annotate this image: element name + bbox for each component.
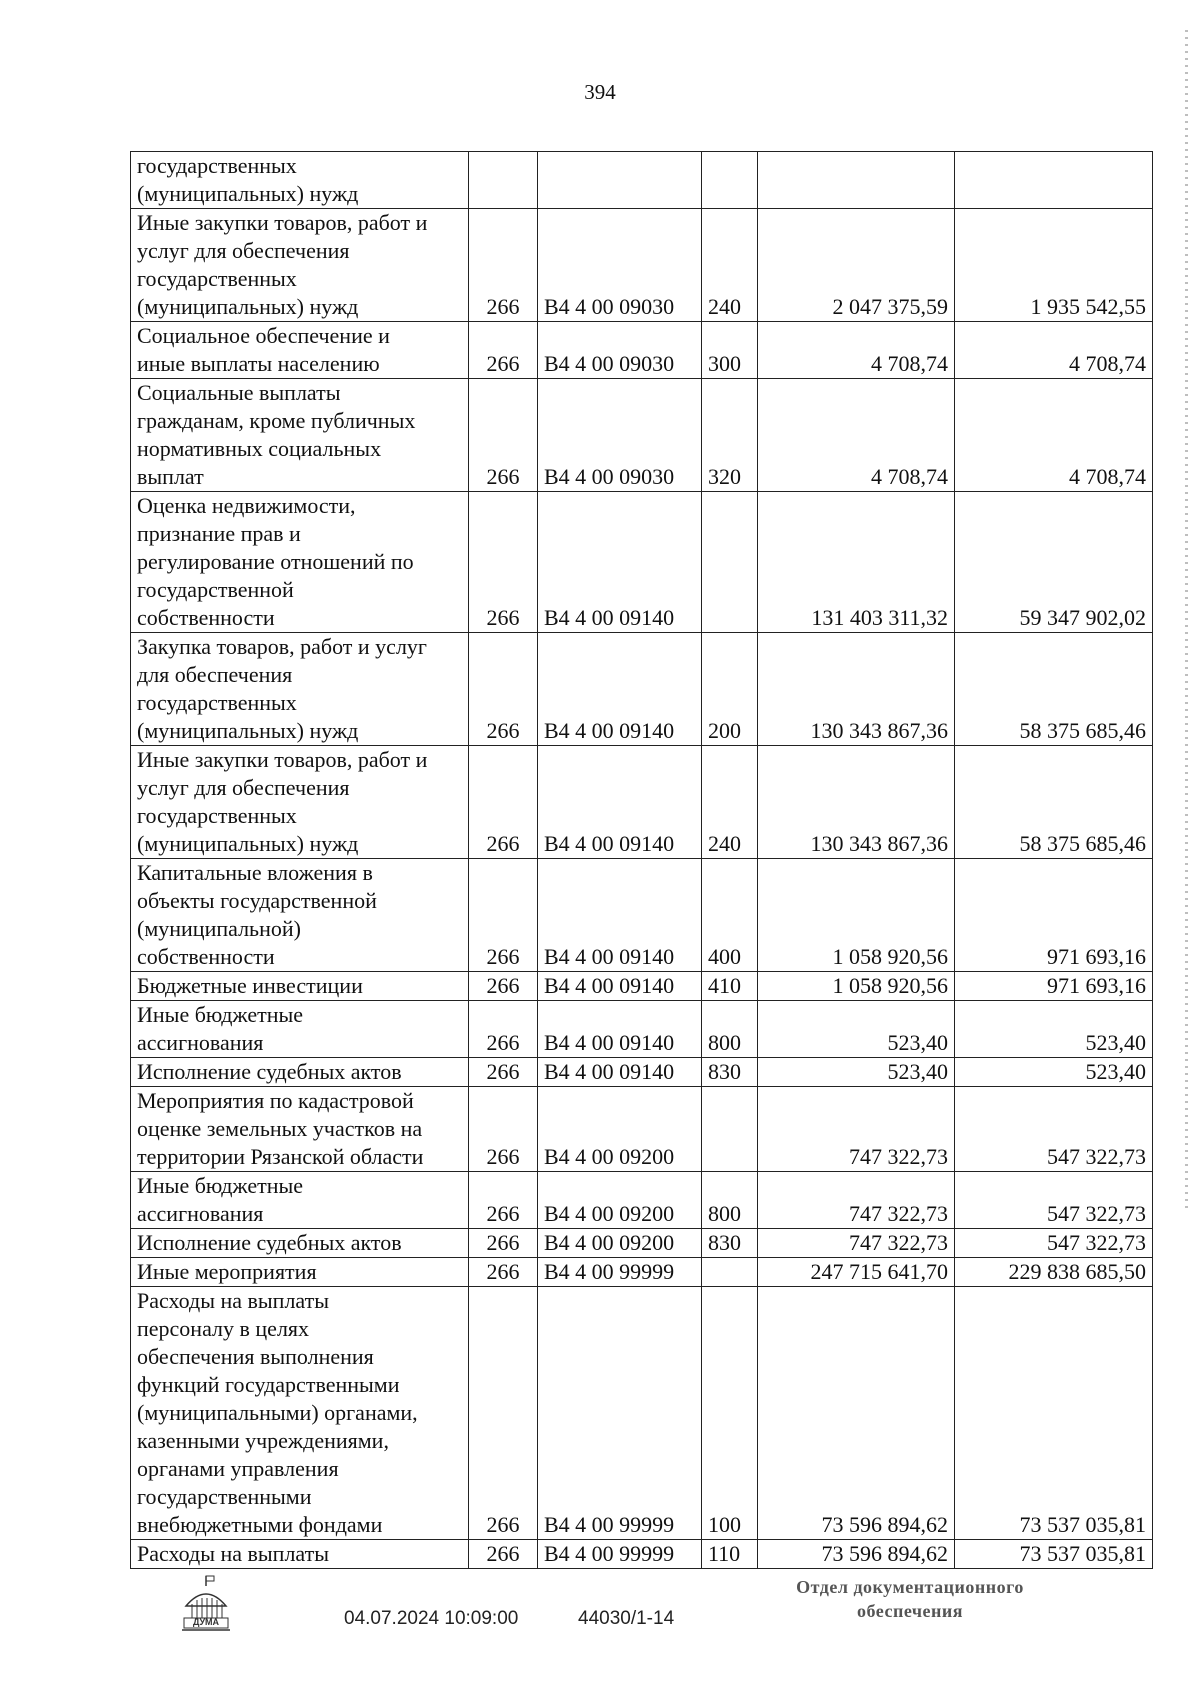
cell-target-article: В4 4 00 09140: [538, 633, 702, 746]
cell-amount-executed: 971 693,16: [955, 972, 1153, 1001]
cell-amount-planned: 4 708,74: [758, 322, 955, 379]
table-row: [131, 746, 1153, 859]
cell-expense-type: 240: [702, 209, 758, 322]
cell-department-code: 266: [469, 746, 538, 859]
cell-expense-type: 800: [702, 1001, 758, 1058]
cell-department-code: [469, 152, 538, 209]
cell-amount-planned: 523,40: [758, 1058, 955, 1087]
cell-target-article: В4 4 00 99999: [538, 1287, 702, 1540]
table-row: [131, 1287, 1153, 1540]
cell-department-code: 266: [469, 1058, 538, 1087]
cell-name: Иные бюджетные ассигнования: [131, 1001, 469, 1058]
cell-amount-planned: 747 322,73: [758, 1229, 955, 1258]
cell-name: Бюджетные инвестиции: [131, 972, 469, 1001]
duma-logo: [178, 1574, 234, 1634]
cell-department-code: 266: [469, 1172, 538, 1229]
cell-expense-type: 830: [702, 1058, 758, 1087]
cell-name: Социальное обеспечение и иные выплаты населению: [131, 322, 469, 379]
cell-amount-executed: 73 537 035,81: [955, 1540, 1153, 1569]
cell-department-code: 266: [469, 1087, 538, 1172]
cell-target-article: В4 4 00 09140: [538, 859, 702, 972]
cell-name: государственных (муниципальных) нужд: [131, 152, 469, 209]
scan-edge-artifact: [1185, 30, 1188, 1210]
cell-name: Расходы на выплаты персоналу в целях обеспечения выполнения функций государственными (муниципальными) органами, казенными учреждениями, органами управления государственными внебюджетными фондами: [131, 1287, 469, 1540]
table-row: [131, 859, 1153, 972]
cell-department-code: 266: [469, 322, 538, 379]
cell-expense-type: 410: [702, 972, 758, 1001]
cell-expense-type: [702, 1087, 758, 1172]
cell-target-article: В4 4 00 99999: [538, 1258, 702, 1287]
cell-amount-executed: 547 322,73: [955, 1229, 1153, 1258]
cell-amount-planned: 1 058 920,56: [758, 859, 955, 972]
cell-department-code: 266: [469, 1540, 538, 1569]
cell-amount-executed: [955, 152, 1153, 209]
cell-target-article: В4 4 00 09140: [538, 492, 702, 633]
table-row: [131, 1540, 1153, 1569]
cell-department-code: 266: [469, 1258, 538, 1287]
cell-department-code: 266: [469, 859, 538, 972]
cell-expense-type: [702, 152, 758, 209]
cell-expense-type: 830: [702, 1229, 758, 1258]
stamp-line-1: Отдел документационного: [796, 1577, 1024, 1597]
cell-amount-executed: 971 693,16: [955, 859, 1153, 972]
cell-expense-type: 110: [702, 1540, 758, 1569]
table-row: [131, 209, 1153, 322]
cell-department-code: 266: [469, 1229, 538, 1258]
cell-target-article: В4 4 00 09200: [538, 1172, 702, 1229]
cell-name: Иные бюджетные ассигнования: [131, 1172, 469, 1229]
cell-amount-executed: 59 347 902,02: [955, 492, 1153, 633]
cell-name: Иные закупки товаров, работ и услуг для обеспечения государственных (муниципальных) нужд: [131, 209, 469, 322]
cell-department-code: 266: [469, 972, 538, 1001]
cell-amount-planned: 747 322,73: [758, 1087, 955, 1172]
cell-target-article: В4 4 00 09140: [538, 972, 702, 1001]
footer-doc-number: 44030/1-14: [578, 1608, 675, 1629]
cell-department-code: 266: [469, 1287, 538, 1540]
cell-expense-type: 400: [702, 859, 758, 972]
cell-target-article: В4 4 00 09140: [538, 746, 702, 859]
cell-expense-type: 300: [702, 322, 758, 379]
cell-name: Иные закупки товаров, работ и услуг для обеспечения государственных (муниципальных) нужд: [131, 746, 469, 859]
cell-expense-type: [702, 492, 758, 633]
table-row: [131, 379, 1153, 492]
cell-amount-executed: 523,40: [955, 1058, 1153, 1087]
table-row: [131, 1229, 1153, 1258]
cell-amount-planned: 2 047 375,59: [758, 209, 955, 322]
table-row: [131, 1172, 1153, 1229]
cell-expense-type: [702, 1258, 758, 1287]
cell-amount-planned: 747 322,73: [758, 1172, 955, 1229]
stamp-line-2: обеспечения: [857, 1601, 963, 1621]
cell-amount-executed: 229 838 685,50: [955, 1258, 1153, 1287]
cell-amount-planned: 73 596 894,62: [758, 1287, 955, 1540]
cell-target-article: [538, 152, 702, 209]
table-row: [131, 1258, 1153, 1287]
cell-amount-planned: 130 343 867,36: [758, 633, 955, 746]
cell-name: Закупка товаров, работ и услуг для обеспечения государственных (муниципальных) нужд: [131, 633, 469, 746]
table-row: [131, 633, 1153, 746]
logo-text: ДУМА: [192, 1617, 220, 1627]
cell-target-article: В4 4 00 09200: [538, 1229, 702, 1258]
cell-amount-executed: 58 375 685,46: [955, 746, 1153, 859]
table-row: [131, 152, 1153, 209]
cell-expense-type: 100: [702, 1287, 758, 1540]
table-row: [131, 1058, 1153, 1087]
table-row: [131, 1001, 1153, 1058]
cell-name: Расходы на выплаты: [131, 1540, 469, 1569]
cell-amount-planned: 73 596 894,62: [758, 1540, 955, 1569]
cell-target-article: В4 4 00 09140: [538, 1001, 702, 1058]
cell-amount-executed: 4 708,74: [955, 322, 1153, 379]
cell-target-article: В4 4 00 09200: [538, 1087, 702, 1172]
cell-amount-planned: [758, 152, 955, 209]
cell-amount-planned: 130 343 867,36: [758, 746, 955, 859]
table-row: [131, 1087, 1153, 1172]
cell-expense-type: 200: [702, 633, 758, 746]
cell-name: Иные мероприятия: [131, 1258, 469, 1287]
cell-target-article: В4 4 00 09030: [538, 322, 702, 379]
cell-expense-type: 320: [702, 379, 758, 492]
cell-amount-executed: 1 935 542,55: [955, 209, 1153, 322]
cell-amount-executed: 58 375 685,46: [955, 633, 1153, 746]
cell-name: Мероприятия по кадастровой оценке земельных участков на территории Рязанской области: [131, 1087, 469, 1172]
cell-name: Исполнение судебных актов: [131, 1058, 469, 1087]
department-stamp: [760, 1575, 1060, 1623]
cell-target-article: В4 4 00 09030: [538, 209, 702, 322]
cell-target-article: В4 4 00 09140: [538, 1058, 702, 1087]
cell-amount-planned: 523,40: [758, 1001, 955, 1058]
cell-amount-executed: 73 537 035,81: [955, 1287, 1153, 1540]
cell-target-article: В4 4 00 99999: [538, 1540, 702, 1569]
cell-department-code: 266: [469, 492, 538, 633]
page-number: 394: [584, 80, 616, 104]
cell-expense-type: 240: [702, 746, 758, 859]
cell-expense-type: 800: [702, 1172, 758, 1229]
footer-datetime: 04.07.2024 10:09:00: [344, 1608, 519, 1629]
cell-amount-executed: 523,40: [955, 1001, 1153, 1058]
cell-name: Капитальные вложения в объекты государственной (муниципальной) собственности: [131, 859, 469, 972]
table-row: [131, 972, 1153, 1001]
cell-name: Исполнение судебных актов: [131, 1229, 469, 1258]
cell-amount-executed: 547 322,73: [955, 1172, 1153, 1229]
table-row: [131, 492, 1153, 633]
budget-table: [130, 151, 1153, 1569]
cell-amount-planned: 247 715 641,70: [758, 1258, 955, 1287]
cell-amount-executed: 547 322,73: [955, 1087, 1153, 1172]
cell-target-article: В4 4 00 09030: [538, 379, 702, 492]
cell-department-code: 266: [469, 209, 538, 322]
cell-department-code: 266: [469, 1001, 538, 1058]
cell-name: Оценка недвижимости, признание прав и регулирование отношений по государственной собственности: [131, 492, 469, 633]
cell-amount-planned: 1 058 920,56: [758, 972, 955, 1001]
cell-amount-executed: 4 708,74: [955, 379, 1153, 492]
cell-amount-planned: 131 403 311,32: [758, 492, 955, 633]
cell-department-code: 266: [469, 379, 538, 492]
cell-name: Социальные выплаты гражданам, кроме публичных нормативных социальных выплат: [131, 379, 469, 492]
cell-amount-planned: 4 708,74: [758, 379, 955, 492]
table-row: [131, 322, 1153, 379]
cell-department-code: 266: [469, 633, 538, 746]
